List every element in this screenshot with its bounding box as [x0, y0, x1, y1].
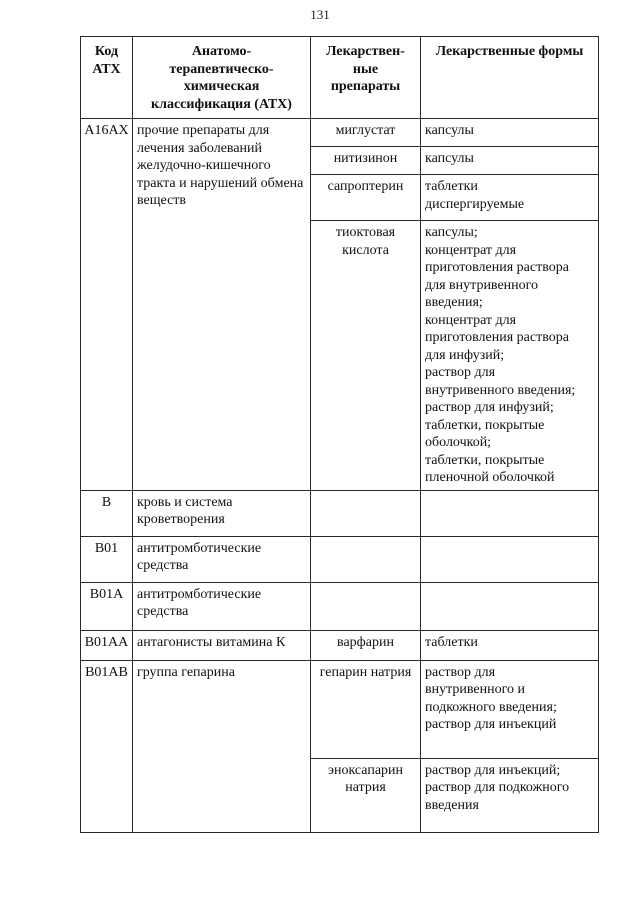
table-header — [81, 37, 599, 119]
atx-code: A16AX — [81, 119, 133, 491]
drug-name: варфарин — [311, 630, 421, 660]
atx-classification: группа гепарина — [133, 660, 311, 832]
header-code: Код АТХ — [81, 37, 133, 119]
drug-name: гепарин натрия — [311, 660, 421, 758]
table-row — [81, 582, 599, 630]
table-row — [81, 660, 599, 758]
atx-code: B01A — [81, 582, 133, 630]
header-classification: Анатомо- терапевтическо- химическая классификация (АТХ) — [133, 37, 311, 119]
table-row — [81, 536, 599, 582]
dosage-form: капсулы; концентрат для приготовления раствора для внутривенного введения; концентрат для приготовления раствора для инфузий; раствор для внутривенного введения; раствор для инфузий; таблетки, покрытые оболочкой; таблетки, покрытые пленочной оболочкой — [421, 221, 599, 491]
dosage-form: таблетки — [421, 630, 599, 660]
drug-name — [311, 582, 421, 630]
drug-name — [311, 490, 421, 536]
table-row — [81, 630, 599, 660]
dosage-form — [421, 490, 599, 536]
table-row — [81, 490, 599, 536]
drug-name: эноксапарин натрия — [311, 758, 421, 832]
drug-name: нитизинон — [311, 147, 421, 175]
atx-classification: антитромботические средства — [133, 536, 311, 582]
dosage-form: капсулы — [421, 147, 599, 175]
drug-name: тиоктовая кислота — [311, 221, 421, 491]
drug-name — [311, 536, 421, 582]
table-row — [81, 119, 599, 147]
atx-classification: антагонисты витамина К — [133, 630, 311, 660]
atx-code: B01 — [81, 536, 133, 582]
atx-table — [80, 36, 599, 833]
header-drugs: Лекарствен- ные препараты — [311, 37, 421, 119]
atx-classification: кровь и система кроветворения — [133, 490, 311, 536]
dosage-form — [421, 536, 599, 582]
atx-code: B01AB — [81, 660, 133, 832]
dosage-form: таблетки диспергируемые — [421, 175, 599, 221]
dosage-form: раствор для инъекций; раствор для подкожного введения — [421, 758, 599, 832]
header-forms: Лекарственные формы — [421, 37, 599, 119]
drug-name: миглустат — [311, 119, 421, 147]
dosage-form: капсулы — [421, 119, 599, 147]
atx-code: B01AA — [81, 630, 133, 660]
atx-classification: антитромботические средства — [133, 582, 311, 630]
dosage-form — [421, 582, 599, 630]
page-number: 131 — [310, 7, 330, 22]
drug-name: сапроптерин — [311, 175, 421, 221]
atx-code: B — [81, 490, 133, 536]
dosage-form: раствор для внутривенного и подкожного введения; раствор для инъекций — [421, 660, 599, 758]
atx-classification: прочие препараты для лечения заболеваний желудочно-кишечного тракта и нарушений обмена веществ — [133, 119, 311, 491]
